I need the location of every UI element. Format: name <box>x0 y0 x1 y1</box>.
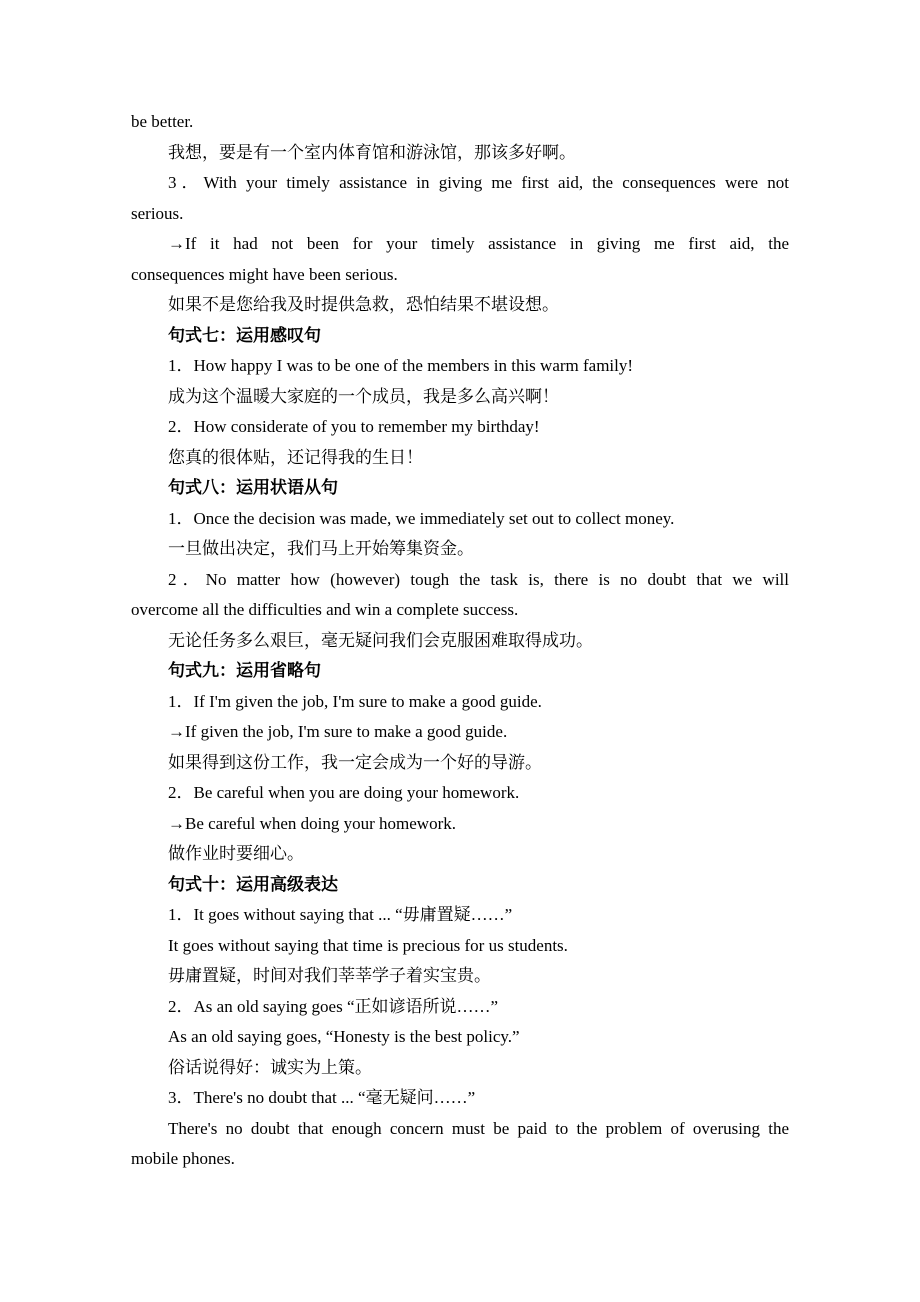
text-line: 做作业时要细心。 <box>168 844 304 863</box>
text-line: 成为这个温暖大家庭的一个成员，我是多么高兴啊！ <box>168 386 559 406</box>
text-line: 俗话说得好：诚实为上策。 <box>168 1057 372 1077</box>
text-line: be better. <box>131 112 194 131</box>
text-line: 1．It goes without saying that ... “毋庸置疑……” <box>168 905 513 924</box>
section-heading: 句式八：运用状语从句 <box>168 478 338 497</box>
section-heading: 句式十：运用高级表达 <box>168 874 338 894</box>
text-line: 您真的很体贴，还记得我的生日！ <box>168 447 423 467</box>
text-line: 如果不是您给我及时提供急救，恐怕结果不堪设想。 <box>168 295 559 314</box>
text-line: serious. <box>131 203 184 223</box>
text-line: 2．As an old saying goes “正如谚语所说……” <box>168 996 499 1016</box>
text-line: 1．Once the decision was made, we immediately set out to collect money. <box>168 508 675 528</box>
text-line: 如果得到这份工作，我一定会成为一个好的导游。 <box>168 752 542 772</box>
text-line: 3．There's no doubt that ... “毫无疑问……” <box>168 1088 476 1107</box>
text-line: consequences might have been serious. <box>131 264 398 284</box>
text-line: →Be careful when doing your homework. <box>168 813 456 833</box>
text-line: 无论任务多么艰巨，毫无疑问我们会克服困难取得成功。 <box>168 630 593 650</box>
text-line: →If it had not been for your timely assistance in giving me first aid, the <box>168 234 789 253</box>
text-line: 一旦做出决定，我们马上开始筹集资金。 <box>168 539 474 558</box>
document-page <box>131 107 789 1175</box>
text-line: overcome all the difficulties and win a complete success. <box>131 600 519 619</box>
text-line: As an old saying goes, “Honesty is the best policy.” <box>168 1027 520 1046</box>
text-line: →If given the job, I'm sure to make a good guide. <box>168 722 508 741</box>
section-heading: 句式九：运用省略句 <box>168 661 321 680</box>
text-line: 2．Be careful when you are doing your homework. <box>168 783 520 802</box>
text-line: 1．If I'm given the job, I'm sure to make a good guide. <box>168 691 542 711</box>
text-line: It goes without saying that time is precious for us students. <box>168 935 568 955</box>
text-line: 我想，要是有一个室内体育馆和游泳馆，那该多好啊。 <box>168 142 576 162</box>
text-line: mobile phones. <box>131 1149 235 1168</box>
text-line: 毋庸置疑，时间对我们莘莘学子着实宝贵。 <box>168 966 491 985</box>
section-heading: 句式七：运用感叹句 <box>168 325 321 345</box>
text-line: There's no doubt that enough concern must be paid to the problem of overusing the <box>168 1118 789 1138</box>
text-line: 3．With your timely assistance in giving me first aid, the consequences were not <box>168 173 789 192</box>
text-line: 2．No matter how (however) tough the task is, there is no doubt that we will <box>168 569 789 589</box>
text-line: 1．How happy I was to be one of the members in this warm family! <box>168 356 634 375</box>
text-line: 2．How considerate of you to remember my birthday! <box>168 417 540 436</box>
